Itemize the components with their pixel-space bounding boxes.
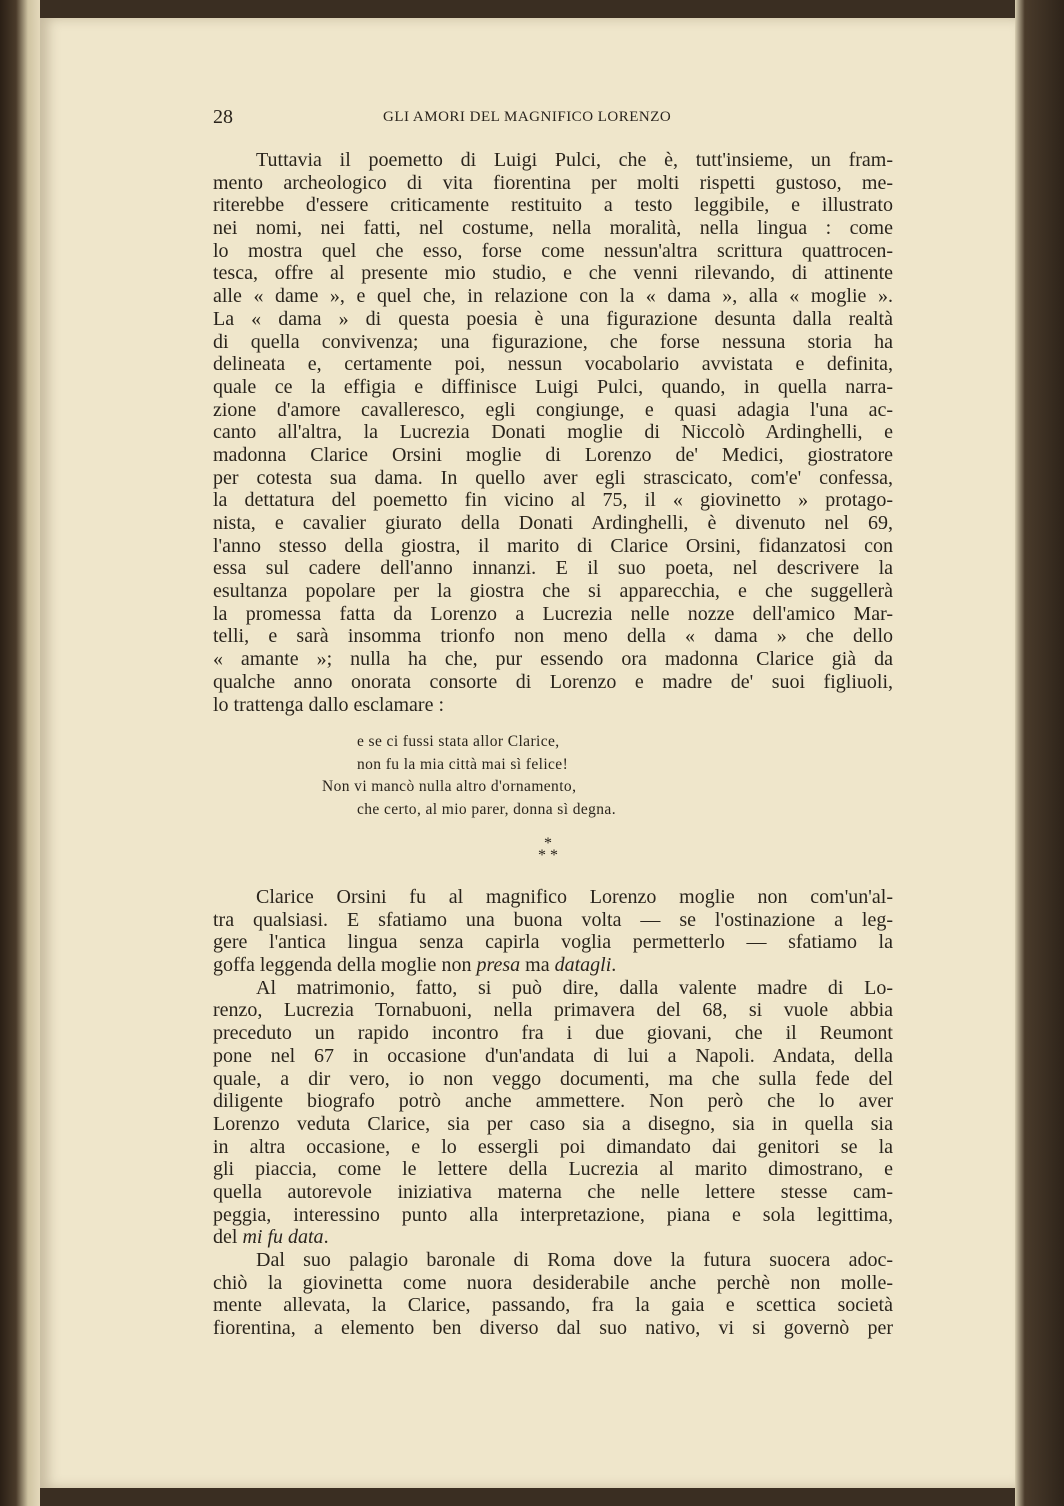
text-line: pone nel 67 in occasione d'un'andata di lui a Napoli. Andata, della xyxy=(213,1044,893,1067)
text-segment: goffa leggenda della moglie non xyxy=(213,954,477,977)
text-line: la promessa fatta da Lorenzo a Lucrezia nelle nozze dell'amico Mar- xyxy=(213,602,893,625)
text-line: mento archeologico di vita fiorentina per molti rispetti gustoso, me- xyxy=(213,171,893,194)
text-block-1 xyxy=(213,149,893,716)
page-header xyxy=(213,106,893,130)
text-line: riterebbe d'essere criticamente restituito a testo leggibile, e illustrato xyxy=(213,194,893,217)
poem-quote xyxy=(322,731,616,821)
text-line: nei nomi, nei fatti, nel costume, nella moralità, nella lingua : come xyxy=(213,217,893,240)
text-line: gere l'antica lingua senza capirla voglia permetterlo — sfatiamo la xyxy=(213,931,893,954)
text-segment: ma xyxy=(520,954,555,977)
text-line: zione d'amore cavalleresco, egli congiunge, e quasi adagia l'una ac- xyxy=(213,398,893,421)
text-line: delineata e, certamente poi, nessun vocabolario avvistata e definita, xyxy=(213,353,893,376)
text-line: gli piaccia, come le lettere della Lucrezia al marito dimostrano, e xyxy=(213,1158,893,1181)
text-line: preceduto un rapido incontro fra i due giovani, che il Reumont xyxy=(213,1022,893,1045)
running-title: GLI AMORI DEL MAGNIFICO LORENZO xyxy=(383,109,672,125)
text-line: lo trattenga dallo esclamare : xyxy=(213,693,445,716)
text-line: canto all'altra, la Lucrezia Donati moglie di Niccolò Ardinghelli, e xyxy=(213,421,893,444)
text-line: qualche anno onorata consorte di Lorenzo e madre de' suoi figliuoli, xyxy=(213,670,893,693)
text-line: Lorenzo veduta Clarice, sia per caso sia a disegno, sia in quella sia xyxy=(213,1112,893,1135)
text-line: essa sul cadere dell'anno innanzi. E il suo poeta, nel descrivere la xyxy=(213,557,893,580)
text-segment: . xyxy=(611,954,617,977)
asterisk-bottom: * * xyxy=(538,847,558,864)
text-line: tesca, offre al presente mio studio, e che venni rilevando, di attinente xyxy=(213,262,893,285)
text-line: Al matrimonio, fatto, si può dire, dalla valente madre di Lo- xyxy=(256,976,893,999)
text-line: tra qualsiasi. E sfatiamo una buona volta — se l'ostinazione a leg- xyxy=(213,908,893,931)
text-line: telli, e sarà insomma trionfo non meno della « dama » che dello xyxy=(213,625,893,648)
text-line: « amante »; nulla ha che, pur essendo ora madonna Clarice già da xyxy=(213,648,893,671)
book-binding xyxy=(0,0,40,1506)
text-line: quale, a dir vero, io non veggo documenti, ma che sulla fede del xyxy=(213,1067,893,1090)
text-block-2 xyxy=(213,886,893,1340)
text-line: diligente biografo potrò anche ammettere. Non però che lo aver xyxy=(213,1090,893,1113)
text-segment: . xyxy=(323,1226,329,1249)
text-line: chiò la giovinetta come nuora desiderabile anche perchè non molle- xyxy=(213,1271,893,1294)
text-line: per cotesta sua dama. In quello aver egli strascicato, com'e' confessa, xyxy=(213,466,893,489)
italic-text: presa xyxy=(476,954,521,977)
text-line: Clarice Orsini fu al magnifico Lorenzo moglie non com'un'al- xyxy=(256,886,893,908)
text-line: alle « dame », e quel che, in relazione con la « dama », alla « moglie ». xyxy=(213,285,893,308)
text-line: nista, e cavalier giurato della Donati Ardinghelli, è divenuto nel 69, xyxy=(213,512,893,534)
asterisk-top: * xyxy=(544,835,552,852)
text-line: Dal suo palagio baronale di Roma dove la futura suocera adoc- xyxy=(256,1249,893,1271)
poem-line: che certo, al mio parer, donna sì degna. xyxy=(357,800,616,818)
text-line: in altra occasione, e lo essergli poi dimandato dai genitori se la xyxy=(213,1135,893,1158)
text-line xyxy=(213,1226,893,1249)
text-line: fiorentina, a elemento ben diverso dal suo nativo, vi si governò per xyxy=(213,1317,893,1340)
text-line: quella autorevole iniziativa materna che nelle lettere stesse cam- xyxy=(213,1180,893,1203)
text-line: madonna Clarice Orsini moglie di Lorenzo de' Medici, giostratore xyxy=(213,443,893,466)
text-line: mente allevata, la Clarice, passando, fra la gaia e scettica società xyxy=(213,1294,893,1317)
text-line: Tuttavia il poemetto di Luigi Pulci, che è, tutt'insieme, un fram- xyxy=(256,149,893,171)
text-line: di quella convivenza; una figurazione, che forse nessuna storia ha xyxy=(213,330,893,353)
italic-text: mi fu data xyxy=(242,1226,324,1249)
page-number: 28 xyxy=(213,106,233,128)
text-line: esultanza popolare per la giostra che si apparecchia, e che suggellerà xyxy=(213,580,893,603)
italic-text: datagli xyxy=(554,954,612,977)
section-separator xyxy=(528,835,568,864)
text-line: La « dama » di questa poesia è una figurazione desunta dalla realtà xyxy=(213,307,893,330)
text-line: renzo, Lucrezia Tornabuoni, nella primavera del 68, si vuole abbia xyxy=(213,999,893,1022)
text-line: la dettatura del poemetto fin vicino al 75, il « giovinetto » protago- xyxy=(213,489,893,512)
text-line: lo mostra quel che esso, forse come nessun'altra scrittura quattrocen- xyxy=(213,239,893,262)
next-page-edge xyxy=(1015,0,1064,1506)
text-line: l'anno stesso della giostra, il marito di Clarice Orsini, fidanzatosi con xyxy=(213,534,893,557)
poem-line: non fu la mia città mai sì felice! xyxy=(357,755,569,773)
poem-line: Non vi mancò nulla altro d'ornamento, xyxy=(322,778,577,795)
text-line: peggia, interessino punto alla interpretazione, piana e sola legittima, xyxy=(213,1203,893,1226)
text-segment: del xyxy=(213,1226,243,1249)
text-line xyxy=(213,954,893,977)
poem-line: e se ci fussi stata allor Clarice, xyxy=(357,733,560,750)
text-line: quale ce la effigia e diffinisce Luigi Pulci, quando, in quella narra- xyxy=(213,375,893,398)
